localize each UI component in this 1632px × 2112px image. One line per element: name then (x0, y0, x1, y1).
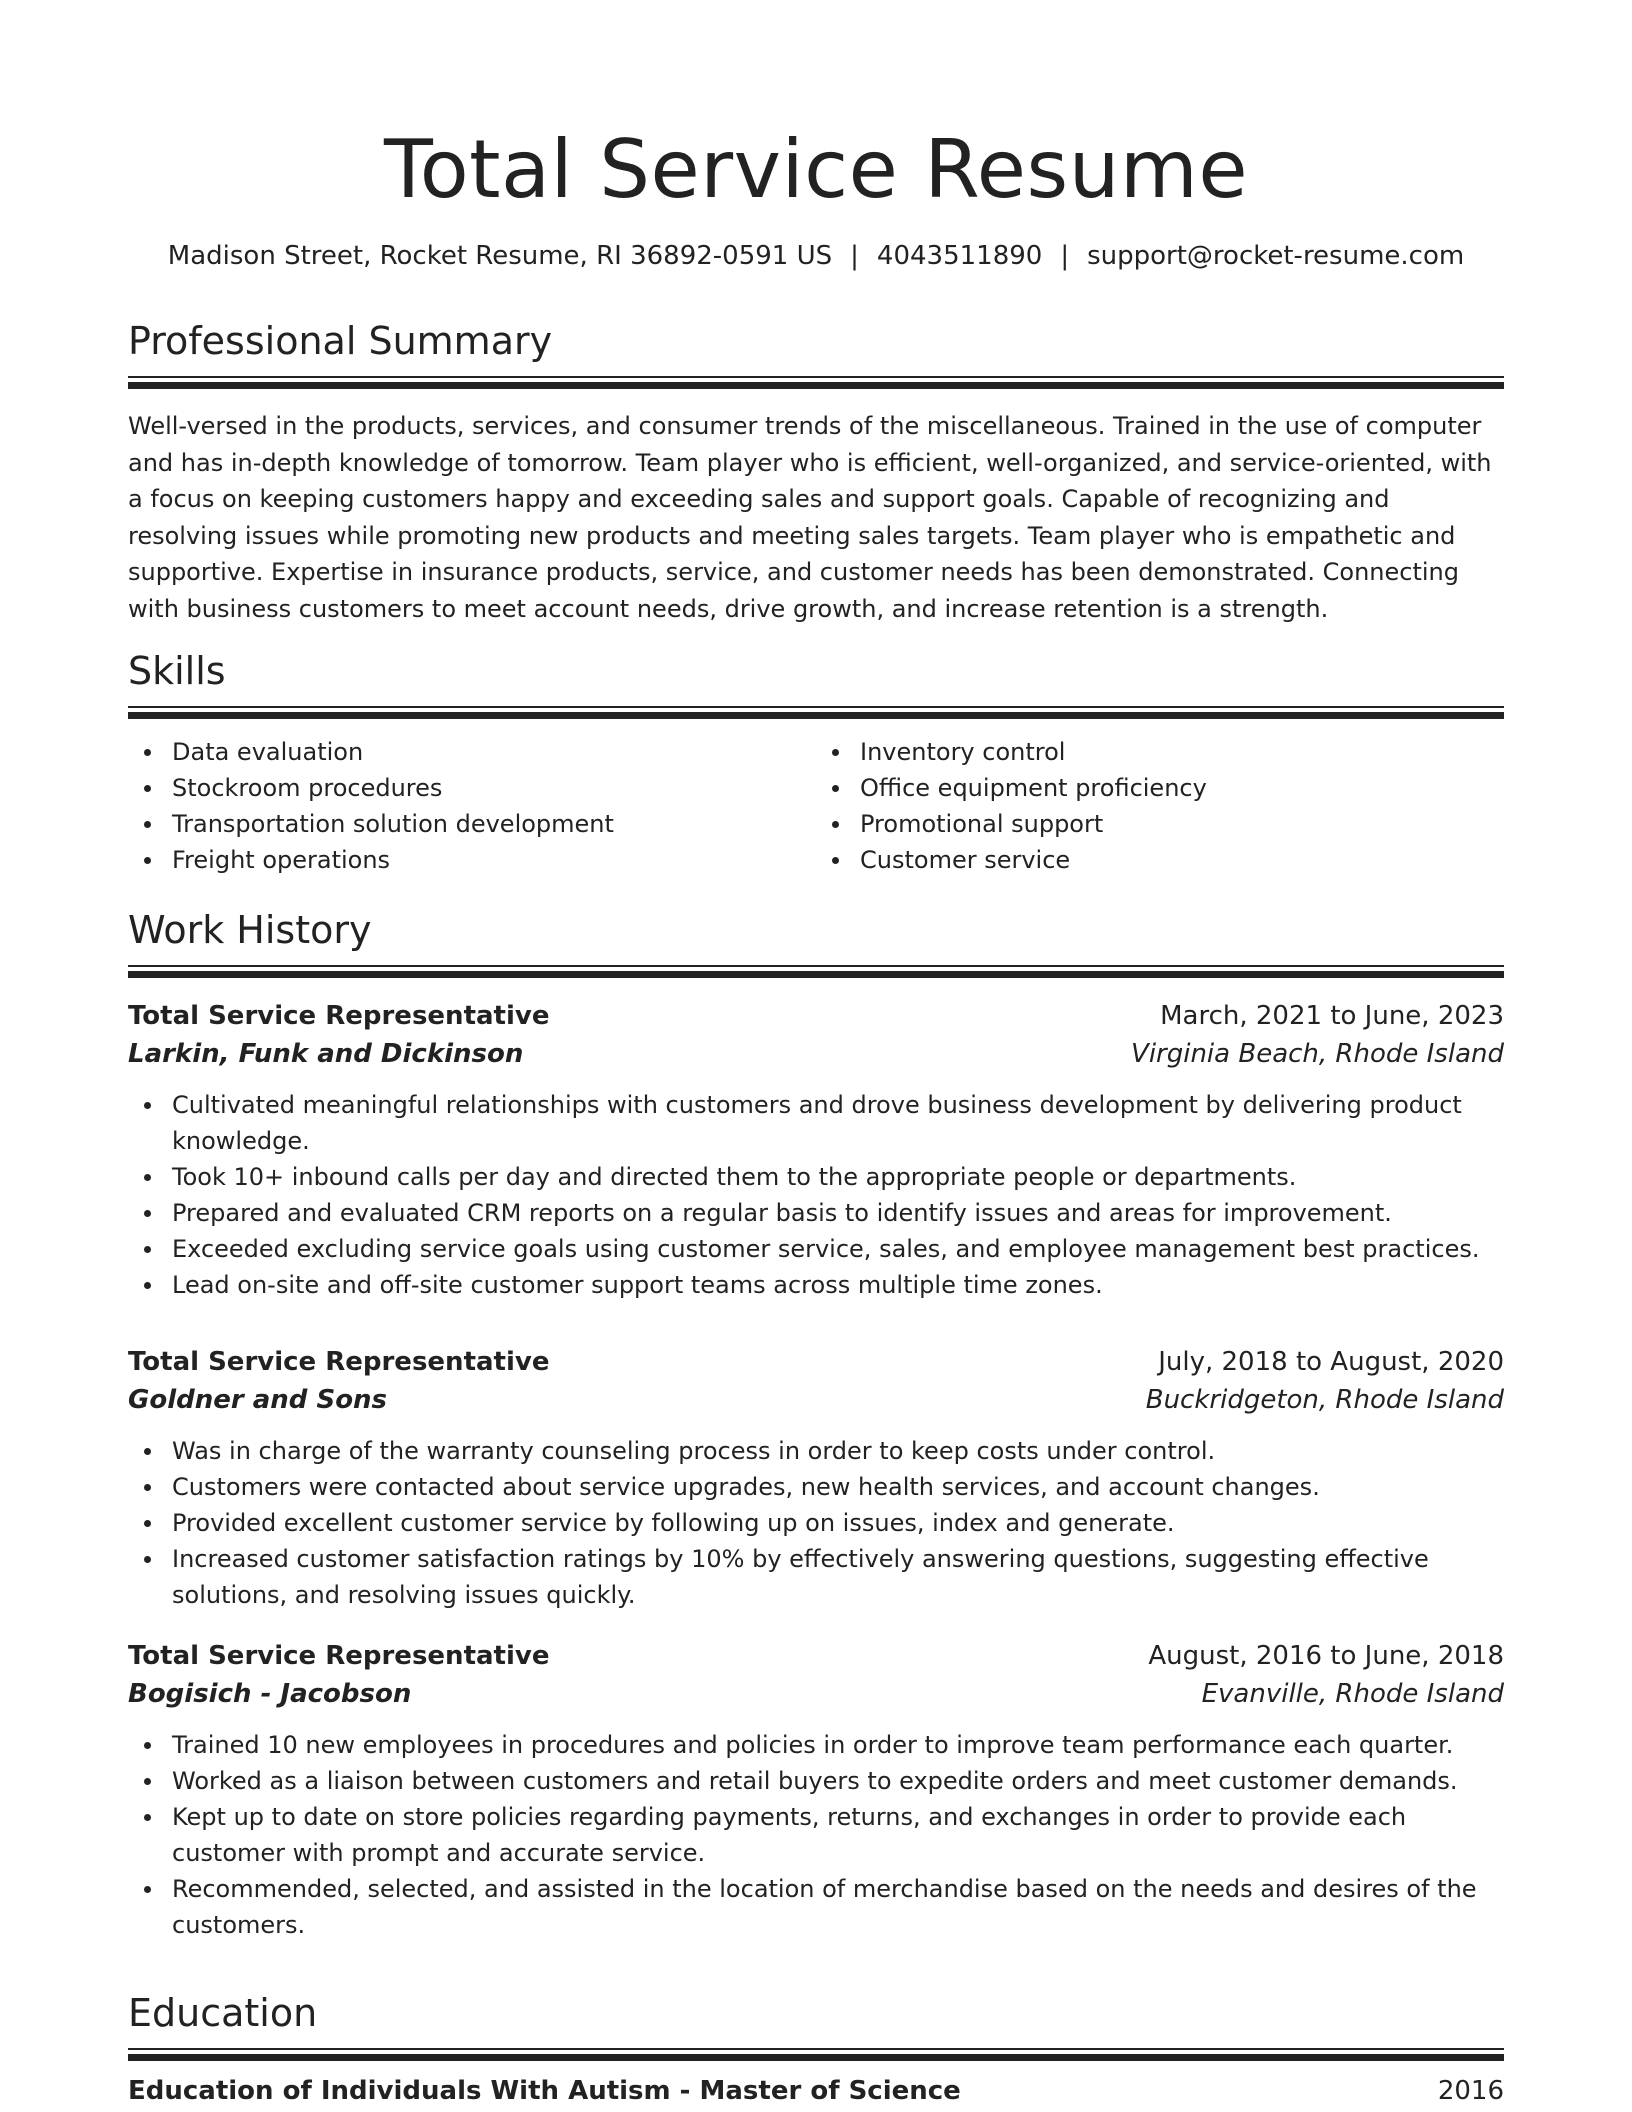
summary-section (128, 316, 1504, 627)
contact-separator: | (850, 241, 859, 271)
job-bullet: Trained 10 new employees in procedures and policies in order to improve team performance each quarter. (172, 1727, 1504, 1763)
education-degree: Education of Individuals With Autism - Master of Science (128, 2076, 961, 2106)
skill-item: Customer service (860, 842, 1504, 878)
job-bullet: Took 10+ inbound calls per day and directed them to the appropriate people or departments. (172, 1159, 1504, 1195)
job-dates: March, 2021 to June, 2023 (1160, 1001, 1504, 1031)
job-location: Buckridgeton, Rhode Island (1145, 1385, 1504, 1415)
job-bullets (128, 1433, 1504, 1613)
job-title: Total Service Representative (128, 1001, 550, 1031)
job-bullet: Customers were contacted about service upgrades, new health services, and account changes. (172, 1469, 1504, 1505)
job-bullet: Lead on-site and off-site customer support teams across multiple time zones. (172, 1267, 1504, 1303)
skills-grid (128, 734, 1504, 878)
job-bullet: Recommended, selected, and assisted in the location of merchandise based on the needs and desires of the customers. (172, 1871, 1504, 1943)
job-bullet: Cultivated meaningful relationships with customers and drove business development by delivering product knowledge. (172, 1087, 1504, 1159)
job-company: Bogisich - Jacobson (128, 1679, 412, 1709)
section-divider (128, 2048, 1504, 2062)
job-entry (128, 1343, 1504, 1613)
section-divider (128, 965, 1504, 979)
contact-email: support@rocket-resume.com (1087, 241, 1465, 271)
skill-item: Inventory control (860, 734, 1504, 770)
skill-item: Data evaluation (172, 734, 816, 770)
contact-line (128, 238, 1504, 274)
summary-title: Professional Summary (128, 319, 553, 363)
contact-address: Madison Street, Rocket Resume, RI 36892-0591 US (167, 241, 833, 271)
job-dates: July, 2018 to August, 2020 (1158, 1347, 1504, 1377)
job-entry (128, 1637, 1504, 1943)
summary-text: Well-versed in the products, services, and consumer trends of the miscellaneous. Trained in the use of computer and has in-depth knowledge of tomorrow. Team player who is efficient, well-organized, and service-oriented, with a focus on keeping customers happy and exceeding sales and support goals. Capable of recognizing and resolving issues while promoting new products and meeting sales targets. Team player who is empathetic and supportive. Expertise in insurance products, service, and customer needs has been demonstrated. Connecting with business customers to meet account needs, drive growth, and increase retention is a strength. (128, 412, 1492, 623)
education-title: Education (128, 1991, 318, 2035)
skill-item: Freight operations (172, 842, 816, 878)
skill-item: Stockroom procedures (172, 770, 816, 806)
skill-item: Transportation solution development (172, 806, 816, 842)
job-bullet: Was in charge of the warranty counseling process in order to keep costs under control. (172, 1433, 1504, 1469)
job-location: Virginia Beach, Rhode Island (1131, 1039, 1504, 1069)
skills-section (128, 646, 1504, 878)
skill-item: Promotional support (860, 806, 1504, 842)
skills-left-column (128, 734, 816, 878)
skill-item: Office equipment proficiency (860, 770, 1504, 806)
job-bullet: Increased customer satisfaction ratings by 10% by effectively answering questions, suggesting effective solutions, and resolving issues quickly. (172, 1541, 1504, 1613)
job-company: Goldner and Sons (128, 1385, 388, 1415)
job-bullet: Worked as a liaison between customers and retail buyers to expedite orders and meet customer demands. (172, 1763, 1504, 1799)
job-bullet: Exceeded excluding service goals using customer service, sales, and employee management best practices. (172, 1231, 1504, 1267)
job-bullet: Kept up to date on store policies regarding payments, returns, and exchanges in order to provide each customer with prompt and accurate service. (172, 1799, 1504, 1871)
job-location: Evanville, Rhode Island (1201, 1679, 1504, 1709)
job-title: Total Service Representative (128, 1347, 550, 1377)
resume-name: Total Service Resume (383, 123, 1249, 216)
job-bullet: Prepared and evaluated CRM reports on a regular basis to identify issues and areas for improvement. (172, 1195, 1504, 1231)
job-bullets (128, 1727, 1504, 1943)
section-divider (128, 376, 1504, 390)
contact-phone: 4043511890 (876, 241, 1043, 271)
job-company: Larkin, Funk and Dickinson (128, 1039, 524, 1069)
job-bullets (128, 1087, 1504, 1303)
job-entry (128, 997, 1504, 1303)
job-dates: August, 2016 to June, 2018 (1148, 1641, 1504, 1671)
skills-right-column (816, 734, 1504, 878)
job-bullet: Provided excellent customer service by following up on issues, index and generate. (172, 1505, 1504, 1541)
contact-separator: | (1060, 241, 1070, 271)
work-history-title: Work History (128, 908, 372, 952)
skills-title: Skills (128, 649, 226, 693)
education-year: 2016 (1437, 2076, 1504, 2106)
section-divider (128, 706, 1504, 720)
job-title: Total Service Representative (128, 1641, 550, 1671)
work-history-section (128, 905, 1504, 1943)
education-section (128, 1988, 1504, 2110)
